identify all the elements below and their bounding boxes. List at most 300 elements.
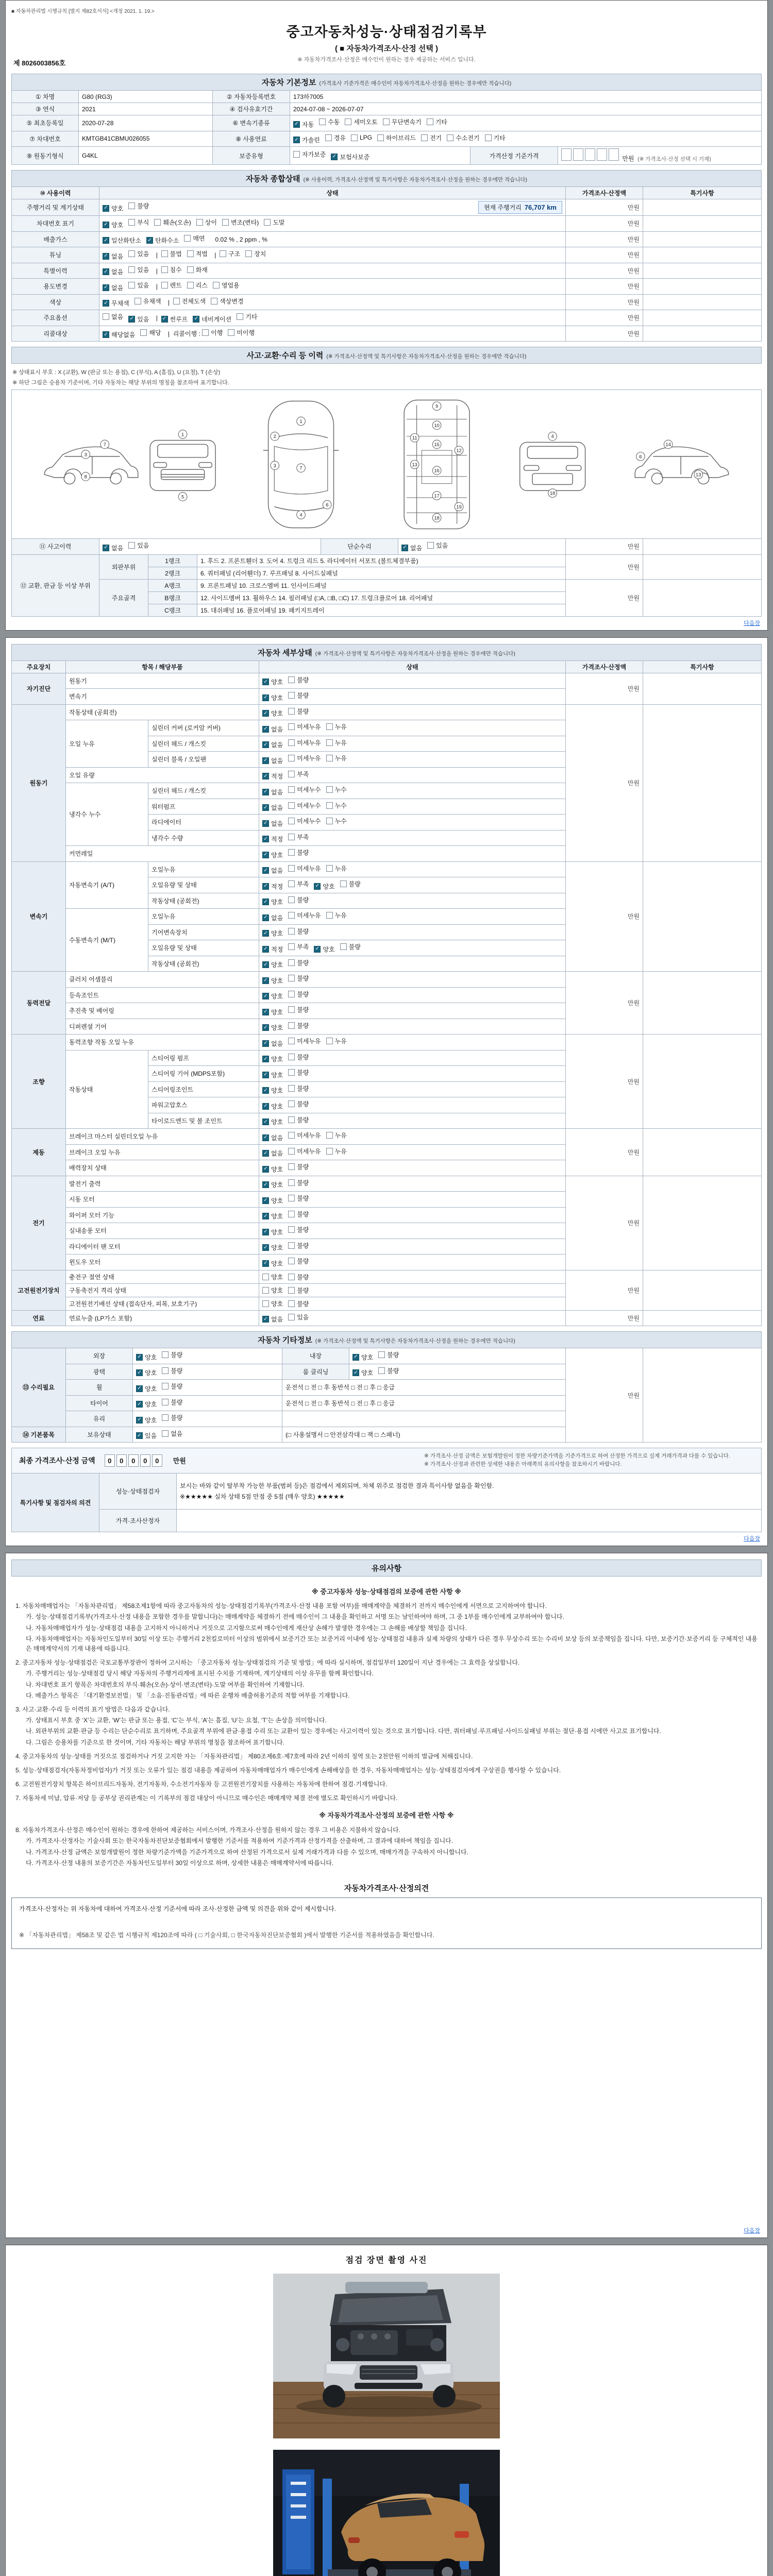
- checkbox-box-icon[interactable]: ✓: [262, 883, 269, 890]
- checkbox-box-icon[interactable]: ✓: [262, 773, 269, 779]
- checkbox-불법[interactable]: [161, 249, 182, 258]
- checkbox-불량[interactable]: [340, 879, 361, 888]
- checkbox-box-icon[interactable]: ✓: [262, 1150, 269, 1157]
- checkbox-훼손(오손)[interactable]: [154, 218, 191, 227]
- checkbox-미세누유[interactable]: [288, 754, 321, 762]
- checkbox-box-icon[interactable]: ✓: [103, 253, 109, 260]
- checkbox-누유[interactable]: [326, 722, 347, 731]
- checkbox-box-icon[interactable]: [288, 896, 295, 903]
- checkbox-불량[interactable]: [288, 691, 309, 700]
- checkbox-기타[interactable]: [237, 312, 257, 321]
- checkbox-불량[interactable]: [288, 675, 309, 684]
- checkbox-미세누수[interactable]: [288, 817, 321, 825]
- checkbox-렌트[interactable]: [161, 281, 182, 290]
- checkbox-양호[interactable]: [262, 1286, 283, 1295]
- checkbox-양호[interactable]: [262, 1243, 283, 1252]
- checkbox-불량[interactable]: [378, 1366, 399, 1375]
- checkbox-box-icon[interactable]: ✓: [262, 1056, 269, 1062]
- checkbox-불량[interactable]: [162, 1398, 182, 1406]
- checkbox-box-icon[interactable]: [288, 771, 295, 777]
- checkbox-box-icon[interactable]: [326, 912, 333, 919]
- checkbox-box-icon[interactable]: [378, 1367, 385, 1374]
- checkbox-미세누유[interactable]: [288, 864, 321, 873]
- checkbox-양호[interactable]: [136, 1384, 157, 1393]
- checkbox-있음[interactable]: [128, 281, 149, 290]
- checkbox-box-icon[interactable]: ✓: [103, 331, 109, 338]
- checkbox-box-icon[interactable]: ✓: [193, 316, 199, 323]
- checkbox-양호[interactable]: [136, 1368, 157, 1377]
- checkbox-누유[interactable]: [326, 1147, 347, 1156]
- checkbox-미세누수[interactable]: [288, 785, 321, 794]
- checkbox-box-icon[interactable]: ✓: [262, 1103, 269, 1110]
- checkbox-box-icon[interactable]: [288, 1085, 295, 1092]
- checkbox-불량[interactable]: [288, 1053, 309, 1061]
- checkbox-box-icon[interactable]: [288, 1195, 295, 1201]
- checkbox-box-icon[interactable]: [319, 118, 326, 125]
- checkbox-box-icon[interactable]: [128, 250, 135, 257]
- checkbox-양호[interactable]: [262, 1165, 283, 1174]
- checkbox-불량[interactable]: [378, 1350, 399, 1359]
- checkbox-box-icon[interactable]: [135, 298, 141, 304]
- checkbox-부족[interactable]: [288, 833, 309, 841]
- checkbox-box-icon[interactable]: [288, 1006, 295, 1013]
- checkbox-box-icon[interactable]: [213, 282, 220, 289]
- checkbox-box-icon[interactable]: [288, 1163, 295, 1170]
- checkbox-없음[interactable]: [262, 866, 283, 875]
- checkbox-수동[interactable]: [319, 117, 340, 126]
- checkbox-box-icon[interactable]: [288, 755, 295, 761]
- checkbox-양호[interactable]: [262, 1008, 283, 1016]
- checkbox-보험사보증[interactable]: [331, 152, 369, 161]
- checkbox-box-icon[interactable]: ✓: [262, 726, 269, 733]
- checkbox-매연[interactable]: [184, 234, 205, 243]
- checkbox-box-icon[interactable]: [228, 329, 234, 336]
- checkbox-box-icon[interactable]: [162, 1430, 169, 1437]
- checkbox-box-icon[interactable]: [288, 959, 295, 966]
- checkbox-불량[interactable]: [288, 1115, 309, 1124]
- checkbox-세미오토[interactable]: [345, 117, 377, 126]
- checkbox-불량[interactable]: [288, 707, 309, 716]
- checkbox-부족[interactable]: [288, 879, 309, 888]
- checkbox-box-icon[interactable]: ✓: [262, 1213, 269, 1219]
- checkbox-누유[interactable]: [326, 911, 347, 920]
- checkbox-box-icon[interactable]: ✓: [262, 1316, 269, 1323]
- checkbox-box-icon[interactable]: [128, 266, 135, 273]
- checkbox-box-icon[interactable]: ✓: [128, 316, 135, 323]
- checkbox-양호[interactable]: [314, 945, 334, 954]
- checkbox-전체도색[interactable]: [173, 297, 206, 306]
- checkbox-box-icon[interactable]: [288, 1148, 295, 1155]
- checkbox-box-icon[interactable]: [187, 282, 194, 289]
- checkbox-box-icon[interactable]: [161, 282, 168, 289]
- checkbox-장치[interactable]: [245, 249, 266, 258]
- checkbox-없음[interactable]: [262, 819, 283, 828]
- checkbox-자동[interactable]: [293, 120, 314, 129]
- checkbox-box-icon[interactable]: ✓: [262, 804, 269, 811]
- checkbox-box-icon[interactable]: [128, 542, 135, 549]
- checkbox-리스[interactable]: [187, 281, 208, 290]
- checkbox-불량[interactable]: [288, 990, 309, 998]
- next-page-link[interactable]: 다음장: [744, 1535, 760, 1542]
- checkbox-box-icon[interactable]: [326, 755, 333, 761]
- checkbox-box-icon[interactable]: [288, 1179, 295, 1186]
- checkbox-box-icon[interactable]: ✓: [262, 1024, 269, 1031]
- checkbox-box-icon[interactable]: ✓: [262, 899, 269, 905]
- checkbox-box-icon[interactable]: ✓: [293, 137, 300, 143]
- checkbox-box-icon[interactable]: [187, 250, 194, 257]
- checkbox-box-icon[interactable]: ✓: [262, 789, 269, 795]
- checkbox-양호[interactable]: [352, 1368, 373, 1377]
- checkbox-양호[interactable]: [103, 221, 123, 229]
- checkbox-불량[interactable]: [162, 1350, 182, 1359]
- checkbox-불량[interactable]: [162, 1382, 182, 1391]
- checkbox-양호[interactable]: [262, 1055, 283, 1063]
- checkbox-없음[interactable]: [262, 1039, 283, 1048]
- checkbox-box-icon[interactable]: [326, 786, 333, 793]
- checkbox-양호[interactable]: [314, 882, 334, 891]
- checkbox-box-icon[interactable]: ✓: [103, 545, 109, 551]
- checkbox-불량[interactable]: [288, 1162, 309, 1171]
- checkbox-box-icon[interactable]: ✓: [331, 154, 338, 160]
- checkbox-LPG[interactable]: [351, 134, 372, 141]
- checkbox-box-icon[interactable]: ✓: [262, 820, 269, 827]
- checkbox-box-icon[interactable]: ✓: [103, 284, 109, 291]
- checkbox-box-icon[interactable]: [222, 219, 229, 226]
- checkbox-box-icon[interactable]: ✓: [262, 1244, 269, 1251]
- checkbox-box-icon[interactable]: ✓: [262, 679, 269, 685]
- checkbox-box-icon[interactable]: [288, 1038, 295, 1044]
- checkbox-상이[interactable]: [196, 218, 217, 227]
- next-page-link[interactable]: 다음장: [744, 620, 760, 626]
- checkbox-적정[interactable]: [262, 772, 283, 781]
- checkbox-불량[interactable]: [340, 942, 361, 951]
- checkbox-box-icon[interactable]: [288, 1069, 295, 1076]
- checkbox-box-icon[interactable]: [128, 219, 135, 226]
- checkbox-불량[interactable]: [288, 974, 309, 982]
- checkbox-없음[interactable]: [103, 283, 123, 292]
- checkbox-box-icon[interactable]: [288, 1258, 295, 1264]
- checkbox-없음[interactable]: [401, 544, 422, 552]
- checkbox-box-icon[interactable]: ✓: [262, 961, 269, 968]
- checkbox-box-icon[interactable]: ✓: [262, 836, 269, 842]
- checkbox-box-icon[interactable]: ✓: [262, 1134, 269, 1141]
- checkbox-box-icon[interactable]: [383, 118, 390, 125]
- checkbox-box-icon[interactable]: ✓: [136, 1401, 143, 1408]
- checkbox-box-icon[interactable]: [128, 282, 135, 289]
- checkbox-box-icon[interactable]: [427, 118, 433, 125]
- checkbox-불량[interactable]: [288, 1225, 309, 1234]
- checkbox-box-icon[interactable]: [288, 1022, 295, 1029]
- checkbox-누유[interactable]: [326, 738, 347, 747]
- checkbox-양호[interactable]: [136, 1416, 157, 1425]
- checkbox-box-icon[interactable]: [162, 1351, 169, 1358]
- checkbox-box-icon[interactable]: ✓: [262, 1166, 269, 1173]
- checkbox-변조(변타)[interactable]: [222, 218, 259, 227]
- checkbox-미이행[interactable]: [228, 328, 255, 337]
- checkbox-box-icon[interactable]: ✓: [262, 1040, 269, 1047]
- checkbox-부식[interactable]: [128, 218, 149, 227]
- checkbox-box-icon[interactable]: ✓: [136, 1385, 143, 1392]
- checkbox-box-icon[interactable]: [345, 118, 351, 125]
- checkbox-양호[interactable]: [262, 1117, 283, 1126]
- checkbox-box-icon[interactable]: ✓: [262, 757, 269, 764]
- checkbox-box-icon[interactable]: [288, 880, 295, 887]
- checkbox-box-icon[interactable]: [288, 1314, 295, 1320]
- checkbox-box-icon[interactable]: [288, 928, 295, 935]
- checkbox-box-icon[interactable]: ✓: [262, 710, 269, 717]
- checkbox-네비게이션[interactable]: [193, 315, 231, 324]
- checkbox-box-icon[interactable]: [162, 1383, 169, 1389]
- checkbox-box-icon[interactable]: [288, 1242, 295, 1249]
- checkbox-미세누유[interactable]: [288, 738, 321, 747]
- checkbox-불량[interactable]: [288, 1241, 309, 1250]
- checkbox-box-icon[interactable]: [288, 1226, 295, 1233]
- checkbox-box-icon[interactable]: [288, 943, 295, 950]
- checkbox-수소전기[interactable]: [447, 133, 479, 142]
- checkbox-box-icon[interactable]: [288, 1300, 295, 1307]
- checkbox-양호[interactable]: [262, 1086, 283, 1095]
- checkbox-양호[interactable]: [262, 897, 283, 906]
- checkbox-box-icon[interactable]: [288, 802, 295, 809]
- checkbox-box-icon[interactable]: [162, 1399, 169, 1405]
- checkbox-해당[interactable]: [140, 328, 161, 337]
- checkbox-있음[interactable]: [427, 541, 448, 550]
- checkbox-box-icon[interactable]: ✓: [314, 883, 321, 890]
- checkbox-하이브리드[interactable]: [377, 133, 416, 142]
- checkbox-양호[interactable]: [262, 976, 283, 985]
- checkbox-box-icon[interactable]: ✓: [262, 1229, 269, 1235]
- checkbox-box-icon[interactable]: ✓: [352, 1369, 359, 1376]
- checkbox-없음[interactable]: [262, 1133, 283, 1142]
- checkbox-box-icon[interactable]: [351, 134, 358, 141]
- checkbox-box-icon[interactable]: [262, 1274, 269, 1280]
- checkbox-누유[interactable]: [326, 754, 347, 762]
- checkbox-box-icon[interactable]: [211, 298, 217, 304]
- checkbox-box-icon[interactable]: ✓: [103, 300, 109, 307]
- checkbox-미세누유[interactable]: [288, 911, 321, 920]
- checkbox-box-icon[interactable]: ✓: [136, 1354, 143, 1361]
- checkbox-box-icon[interactable]: [288, 991, 295, 997]
- checkbox-box-icon[interactable]: [288, 818, 295, 824]
- checkbox-불량[interactable]: [288, 1257, 309, 1265]
- checkbox-box-icon[interactable]: [184, 235, 191, 242]
- checkbox-양호[interactable]: [262, 1299, 283, 1308]
- checkbox-양호[interactable]: [262, 851, 283, 859]
- checkbox-없음[interactable]: [103, 544, 123, 552]
- checkbox-양호[interactable]: [262, 1023, 283, 1032]
- checkbox-있음[interactable]: [136, 1431, 157, 1440]
- checkbox-box-icon[interactable]: ✓: [262, 914, 269, 921]
- checkbox-불량[interactable]: [162, 1413, 182, 1422]
- checkbox-box-icon[interactable]: ✓: [136, 1369, 143, 1376]
- checkbox-없음[interactable]: [103, 267, 123, 276]
- checkbox-box-icon[interactable]: ✓: [103, 222, 109, 228]
- checkbox-box-icon[interactable]: ✓: [262, 977, 269, 984]
- checkbox-양호[interactable]: [262, 1180, 283, 1189]
- checkbox-box-icon[interactable]: ✓: [146, 237, 153, 244]
- checkbox-box-icon[interactable]: [485, 134, 492, 141]
- checkbox-box-icon[interactable]: [288, 975, 295, 981]
- checkbox-box-icon[interactable]: [326, 1132, 333, 1139]
- checkbox-box-icon[interactable]: [162, 1367, 169, 1374]
- checkbox-적정[interactable]: [262, 835, 283, 843]
- checkbox-화재[interactable]: [187, 265, 208, 274]
- checkbox-불량[interactable]: [128, 201, 149, 210]
- checkbox-box-icon[interactable]: [103, 313, 109, 320]
- checkbox-있음[interactable]: [128, 315, 149, 324]
- checkbox-적정[interactable]: [262, 945, 283, 954]
- checkbox-box-icon[interactable]: [288, 676, 295, 683]
- checkbox-box-icon[interactable]: ✓: [352, 1354, 359, 1361]
- checkbox-있음[interactable]: [128, 541, 149, 550]
- checkbox-불량[interactable]: [288, 1299, 309, 1308]
- checkbox-적법[interactable]: [187, 249, 208, 258]
- checkbox-없음[interactable]: [262, 1149, 283, 1158]
- checkbox-불량[interactable]: [162, 1366, 182, 1375]
- checkbox-없음[interactable]: [262, 740, 283, 749]
- checkbox-box-icon[interactable]: [288, 865, 295, 872]
- checkbox-누유[interactable]: [326, 864, 347, 873]
- checkbox-box-icon[interactable]: ✓: [161, 316, 168, 323]
- checkbox-box-icon[interactable]: [245, 250, 252, 257]
- checkbox-색상변경[interactable]: [211, 297, 243, 306]
- checkbox-미세누수[interactable]: [288, 801, 321, 810]
- checkbox-해당없음[interactable]: [103, 330, 135, 339]
- checkbox-box-icon[interactable]: ✓: [262, 1197, 269, 1204]
- checkbox-box-icon[interactable]: [378, 1351, 385, 1358]
- checkbox-box-icon[interactable]: ✓: [136, 1432, 143, 1439]
- checkbox-일산화탄소[interactable]: [103, 236, 141, 245]
- checkbox-box-icon[interactable]: [154, 219, 161, 226]
- checkbox-box-icon[interactable]: [447, 134, 453, 141]
- checkbox-부족[interactable]: [288, 942, 309, 951]
- checkbox-box-icon[interactable]: ✓: [262, 930, 269, 937]
- checkbox-미세누유[interactable]: [288, 1131, 321, 1140]
- checkbox-box-icon[interactable]: [128, 202, 135, 209]
- checkbox-box-icon[interactable]: ✓: [262, 852, 269, 858]
- checkbox-미세누유[interactable]: [288, 1147, 321, 1156]
- checkbox-양호[interactable]: [262, 1259, 283, 1268]
- checkbox-box-icon[interactable]: [288, 739, 295, 746]
- checkbox-양호[interactable]: [262, 929, 283, 938]
- checkbox-양호[interactable]: [262, 1071, 283, 1079]
- checkbox-있음[interactable]: [128, 249, 149, 258]
- checkbox-box-icon[interactable]: ✓: [401, 545, 408, 551]
- checkbox-box-icon[interactable]: [288, 834, 295, 840]
- checkbox-box-icon[interactable]: ✓: [262, 741, 269, 748]
- checkbox-불량[interactable]: [288, 1068, 309, 1077]
- checkbox-양호[interactable]: [262, 709, 283, 718]
- next-page-link[interactable]: 다음장: [744, 2227, 760, 2234]
- checkbox-box-icon[interactable]: [161, 266, 168, 273]
- checkbox-불량[interactable]: [288, 1005, 309, 1014]
- checkbox-box-icon[interactable]: [262, 1300, 269, 1307]
- checkbox-영업용[interactable]: [213, 281, 240, 290]
- checkbox-양호[interactable]: [262, 1212, 283, 1221]
- checkbox-box-icon[interactable]: [202, 329, 209, 336]
- checkbox-가솔린[interactable]: [293, 135, 320, 144]
- checkbox-box-icon[interactable]: [326, 818, 333, 824]
- checkbox-box-icon[interactable]: [187, 266, 194, 273]
- checkbox-불량[interactable]: [288, 895, 309, 904]
- checkbox-없음[interactable]: [262, 756, 283, 765]
- checkbox-양호[interactable]: [136, 1353, 157, 1362]
- checkbox-box-icon[interactable]: [288, 1274, 295, 1280]
- checkbox-누수[interactable]: [326, 817, 347, 825]
- checkbox-무채색[interactable]: [103, 299, 129, 308]
- checkbox-누유[interactable]: [326, 1131, 347, 1140]
- checkbox-box-icon[interactable]: [288, 1100, 295, 1107]
- checkbox-불량[interactable]: [288, 1286, 309, 1295]
- checkbox-불량[interactable]: [288, 1021, 309, 1030]
- checkbox-침수[interactable]: [161, 265, 182, 274]
- checkbox-양호[interactable]: [103, 204, 123, 213]
- checkbox-box-icon[interactable]: ✓: [262, 1181, 269, 1188]
- checkbox-box-icon[interactable]: ✓: [262, 946, 269, 953]
- checkbox-box-icon[interactable]: ✓: [314, 946, 321, 953]
- checkbox-없음[interactable]: [262, 803, 283, 812]
- checkbox-이행[interactable]: [202, 328, 223, 337]
- checkbox-누수[interactable]: [326, 801, 347, 810]
- checkbox-box-icon[interactable]: [288, 692, 295, 699]
- checkbox-적정[interactable]: [262, 882, 283, 891]
- checkbox-box-icon[interactable]: ✓: [103, 237, 109, 244]
- checkbox-box-icon[interactable]: ✓: [262, 867, 269, 874]
- checkbox-양호[interactable]: [262, 693, 283, 702]
- checkbox-box-icon[interactable]: [293, 151, 300, 158]
- checkbox-box-icon[interactable]: [262, 1287, 269, 1294]
- checkbox-box-icon[interactable]: [162, 1414, 169, 1421]
- checkbox-box-icon[interactable]: [196, 219, 203, 226]
- checkbox-불량[interactable]: [288, 958, 309, 967]
- checkbox-box-icon[interactable]: [140, 329, 147, 336]
- checkbox-무단변속기[interactable]: [383, 117, 422, 126]
- checkbox-양호[interactable]: [262, 677, 283, 686]
- checkbox-box-icon[interactable]: [377, 134, 384, 141]
- checkbox-box-icon[interactable]: ✓: [262, 1072, 269, 1078]
- checkbox-box-icon[interactable]: [264, 219, 271, 226]
- checkbox-유채색[interactable]: [135, 297, 161, 306]
- checkbox-불량[interactable]: [288, 1178, 309, 1187]
- checkbox-누유[interactable]: [326, 1037, 347, 1045]
- checkbox-box-icon[interactable]: [220, 250, 226, 257]
- checkbox-경유[interactable]: [325, 133, 346, 142]
- checkbox-양호[interactable]: [352, 1353, 373, 1362]
- checkbox-box-icon[interactable]: [288, 708, 295, 715]
- checkbox-불량[interactable]: [288, 1099, 309, 1108]
- checkbox-box-icon[interactable]: [326, 723, 333, 730]
- checkbox-box-icon[interactable]: ✓: [262, 1087, 269, 1094]
- checkbox-없음[interactable]: [262, 913, 283, 922]
- checkbox-있음[interactable]: [128, 265, 149, 274]
- checkbox-box-icon[interactable]: [288, 849, 295, 856]
- checkbox-box-icon[interactable]: [340, 943, 347, 950]
- checkbox-box-icon[interactable]: [326, 865, 333, 872]
- checkbox-box-icon[interactable]: [326, 1148, 333, 1155]
- checkbox-box-icon[interactable]: [288, 1132, 295, 1139]
- checkbox-부족[interactable]: [288, 770, 309, 778]
- checkbox-box-icon[interactable]: [173, 298, 180, 304]
- checkbox-양호[interactable]: [262, 1228, 283, 1236]
- checkbox-box-icon[interactable]: [421, 134, 428, 141]
- checkbox-box-icon[interactable]: [340, 880, 347, 887]
- checkbox-양호[interactable]: [262, 992, 283, 1001]
- checkbox-box-icon[interactable]: [288, 723, 295, 730]
- checkbox-기타[interactable]: [485, 133, 506, 142]
- checkbox-box-icon[interactable]: [326, 1038, 333, 1044]
- checkbox-box-icon[interactable]: ✓: [262, 1118, 269, 1125]
- checkbox-box-icon[interactable]: [161, 250, 168, 257]
